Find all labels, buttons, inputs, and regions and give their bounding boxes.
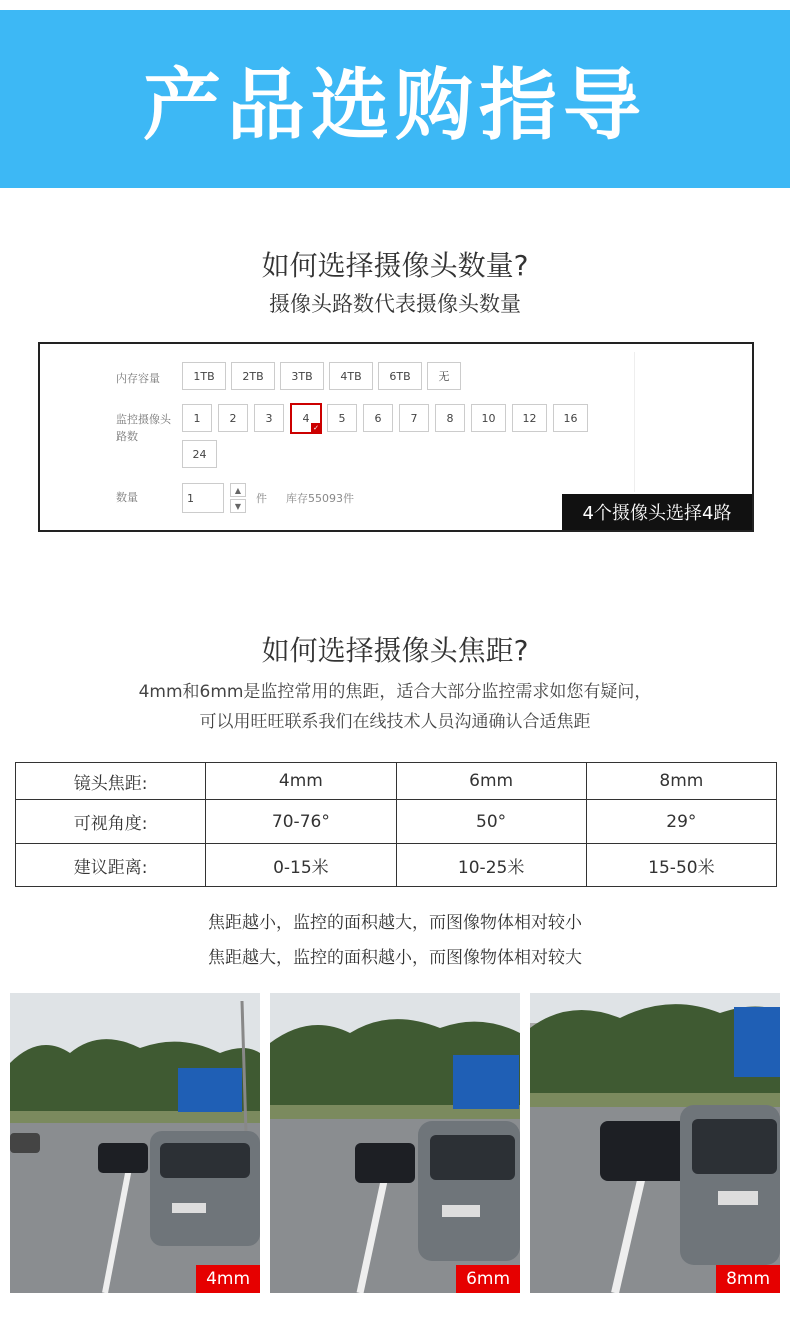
quantity-increase-button[interactable] bbox=[230, 483, 246, 497]
focal-length-heading: 如何选择摄像头焦距? bbox=[261, 634, 529, 667]
table-cell: 4mm bbox=[206, 763, 396, 800]
table-cell: 镜头焦距: bbox=[16, 763, 206, 800]
channel-option-2[interactable]: 2 bbox=[218, 404, 248, 432]
channel-option-8[interactable]: 8 bbox=[435, 404, 465, 432]
table-cell: 15-50米 bbox=[586, 844, 776, 887]
chevron-down-icon: ▼ bbox=[234, 501, 242, 511]
chevron-up-icon: ▲ bbox=[234, 485, 242, 495]
photo-label-8mm: 8mm bbox=[716, 1265, 780, 1293]
channel-option-4[interactable] bbox=[290, 403, 322, 434]
product-selector-screenshot bbox=[38, 342, 754, 532]
selected-check-icon: ✓ bbox=[311, 423, 321, 433]
parking-lot-image bbox=[270, 993, 520, 1293]
channel-option-1[interactable]: 1 bbox=[182, 404, 212, 432]
quantity-label: 数量 bbox=[116, 491, 138, 504]
storage-option-2tb[interactable]: 2TB bbox=[231, 362, 275, 390]
storage-option-3tb[interactable]: 3TB bbox=[280, 362, 324, 390]
table-row bbox=[16, 763, 777, 800]
focal-note-line2: 焦距越大，监控的面积越小，而图像物体相对较大 bbox=[208, 948, 582, 968]
table-cell: 10-25米 bbox=[396, 844, 586, 887]
divider bbox=[634, 352, 635, 492]
table-row bbox=[16, 844, 777, 887]
photo-label-4mm: 4mm bbox=[196, 1265, 260, 1293]
storage-option-1tb[interactable]: 1TB bbox=[182, 362, 226, 390]
photo-label-6mm: 6mm bbox=[456, 1265, 520, 1293]
table-cell: 建议距离: bbox=[16, 844, 206, 887]
table-cell: 29° bbox=[586, 800, 776, 844]
sample-photo-4mm bbox=[10, 993, 260, 1293]
focal-note-line1: 焦距越小，监控的面积越大，而图像物体相对较小 bbox=[208, 913, 582, 933]
quantity-unit: 件 bbox=[256, 492, 267, 505]
channels-label-line1: 监控摄像头 bbox=[116, 413, 171, 426]
table-cell: 6mm bbox=[396, 763, 586, 800]
parking-lot-image bbox=[10, 993, 260, 1293]
channels-label-line2: 路数 bbox=[116, 430, 138, 443]
table-cell: 50° bbox=[396, 800, 586, 844]
channel-option-12[interactable]: 12 bbox=[512, 404, 547, 432]
channel-option-10[interactable]: 10 bbox=[471, 404, 506, 432]
table-cell: 8mm bbox=[586, 763, 776, 800]
camera-count-heading: 如何选择摄像头数量? bbox=[261, 249, 529, 282]
channel-option-16[interactable]: 16 bbox=[553, 404, 588, 432]
channel-option-6[interactable]: 6 bbox=[363, 404, 393, 432]
channel-hint-tag: 4个摄像头选择4路 bbox=[562, 494, 752, 530]
channel-option-4-label: 4 bbox=[302, 412, 310, 425]
parking-lot-image bbox=[530, 993, 780, 1293]
stock-text: 库存55093件 bbox=[286, 492, 354, 505]
channel-option-24[interactable]: 24 bbox=[182, 440, 217, 468]
channel-option-5[interactable]: 5 bbox=[327, 404, 357, 432]
camera-count-subtitle: 摄像头路数代表摄像头数量 bbox=[269, 292, 521, 316]
channel-option-3[interactable]: 3 bbox=[254, 404, 284, 432]
banner-title: 产品选购指导 bbox=[142, 61, 647, 151]
table-cell: 70-76° bbox=[206, 800, 396, 844]
sample-photo-6mm bbox=[270, 993, 520, 1293]
quantity-decrease-button[interactable] bbox=[230, 499, 246, 513]
quantity-input[interactable]: 1 bbox=[182, 483, 224, 513]
storage-option-6tb[interactable]: 6TB bbox=[378, 362, 422, 390]
channel-option-7[interactable]: 7 bbox=[399, 404, 429, 432]
table-cell: 可视角度: bbox=[16, 800, 206, 844]
table-cell: 0-15米 bbox=[206, 844, 396, 887]
sample-photo-8mm bbox=[530, 993, 780, 1293]
storage-option-4tb[interactable]: 4TB bbox=[329, 362, 373, 390]
focal-desc-line2: 可以用旺旺联系我们在线技术人员沟通确认合适焦距 bbox=[199, 712, 591, 732]
focal-desc-line1: 4mm和6mm是监控常用的焦距，适合大部分监控需求如您有疑问， bbox=[138, 682, 652, 702]
storage-label: 内存容量 bbox=[116, 372, 160, 385]
focal-length-table bbox=[15, 762, 777, 887]
storage-option-none[interactable]: 无 bbox=[427, 362, 461, 390]
table-row bbox=[16, 800, 777, 844]
header-banner bbox=[0, 10, 790, 188]
